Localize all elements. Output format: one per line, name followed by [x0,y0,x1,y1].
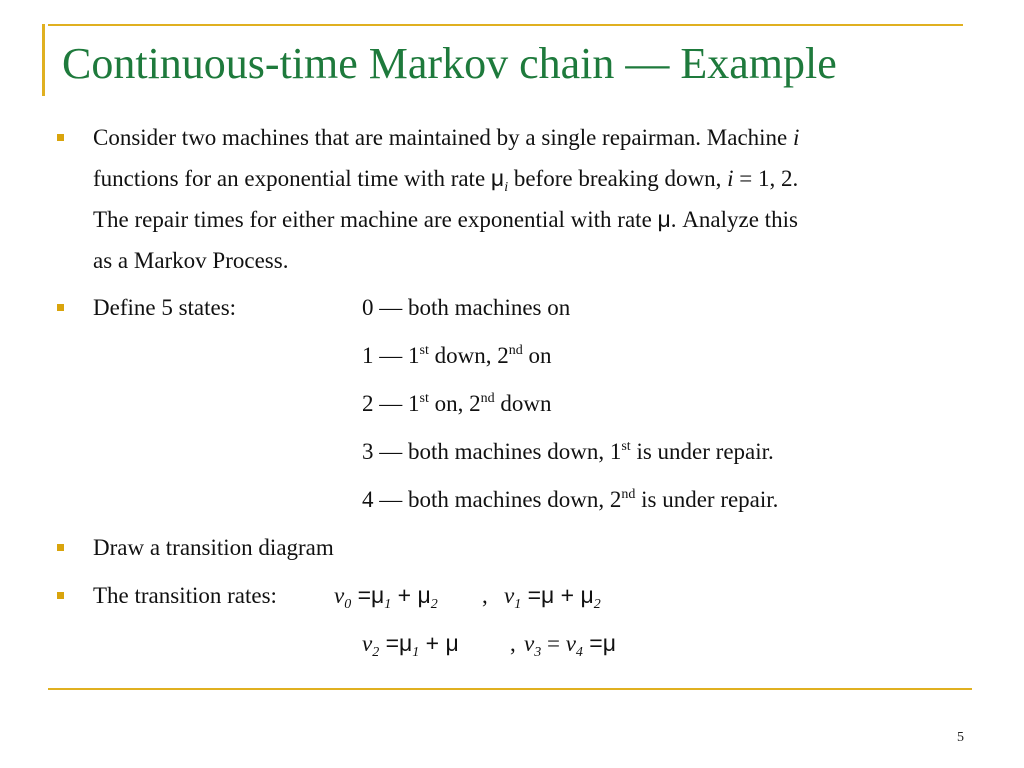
text: 1 — 1 [362,343,420,368]
state-3 [362,440,774,463]
page-number: 5 [957,730,964,745]
italic-var: i [727,166,734,191]
slide-title: Continuous-time Markov chain — Example [62,39,837,88]
var-v: v [504,583,515,608]
italic-var: i [793,125,800,150]
paragraph-line-4 [93,249,288,272]
rate-v1 [504,582,601,612]
text: = 1, 2. [733,166,799,191]
bullet-marker [57,544,64,551]
expr: + μ [391,582,431,608]
rate-separator: , [510,631,516,656]
expr: =μ [582,630,616,656]
bullet-marker [57,592,64,599]
paragraph-line-3 [93,208,798,231]
bullet-marker [57,304,64,311]
subscript: 2 [593,597,601,612]
subscript: 1 [514,597,522,612]
var-v: v [524,631,535,656]
superscript: nd [508,343,523,358]
top-rule [48,24,963,26]
superscript: st [621,439,631,454]
subscript: 1 [384,597,392,612]
superscript: nd [480,391,495,406]
text: functions for an exponential time with rate [93,166,491,191]
bullet-marker [57,134,64,141]
left-rule [42,24,45,96]
state-1 [362,344,551,367]
text: . Analyze this [670,207,798,232]
text: on, 2 [428,391,481,416]
rate-v0 [334,582,438,612]
text: before breaking down, [508,166,728,191]
superscript: st [419,391,429,406]
subscript: 3 [534,645,542,660]
text: as a Markov Process. [93,248,289,273]
text: down, 2 [428,343,509,368]
subscript: i [504,180,509,195]
rate-v3-v4 [524,630,616,660]
text: is under repair. [630,439,774,464]
expr: =μ [351,582,385,608]
expr: =μ [379,630,413,656]
text: The repair times for either machine are exponential with rate [93,207,658,232]
subscript: 1 [412,645,420,660]
state-4 [362,488,778,511]
subscript: 4 [575,645,583,660]
expr: =μ + μ [521,582,594,608]
mu-symbol: μ [490,165,505,191]
subscript: 0 [344,597,352,612]
var-v: v [362,631,373,656]
paragraph-line-2 [93,165,799,195]
var-v: v [334,583,345,608]
states-label: Define 5 states: [93,295,237,320]
mu-symbol: μ [657,206,671,232]
text: 2 — 1 [362,391,420,416]
superscript: nd [621,487,636,502]
superscript: st [419,343,429,358]
subscript: 2 [372,645,380,660]
var-v: v [565,631,576,656]
text: on [522,343,552,368]
text: 4 — both machines down, 2 [362,487,622,512]
rate-v2 [362,630,459,660]
diagram-instruction: Draw a transition diagram [93,535,334,560]
paragraph-line-1 [93,126,799,149]
state-0: 0 — both machines on [362,295,571,320]
bottom-rule [48,688,972,690]
text: is under repair. [635,487,779,512]
rate-separator: , [482,583,488,608]
expr: + μ [419,630,459,656]
state-2 [362,392,551,415]
expr: = [541,631,566,656]
text: Consider two machines that are maintained by a single repairman. Machine [93,125,793,150]
rates-label: The transition rates: [93,583,277,608]
text: 3 — both machines down, 1 [362,439,622,464]
subscript: 2 [430,597,438,612]
text: down [494,391,552,416]
